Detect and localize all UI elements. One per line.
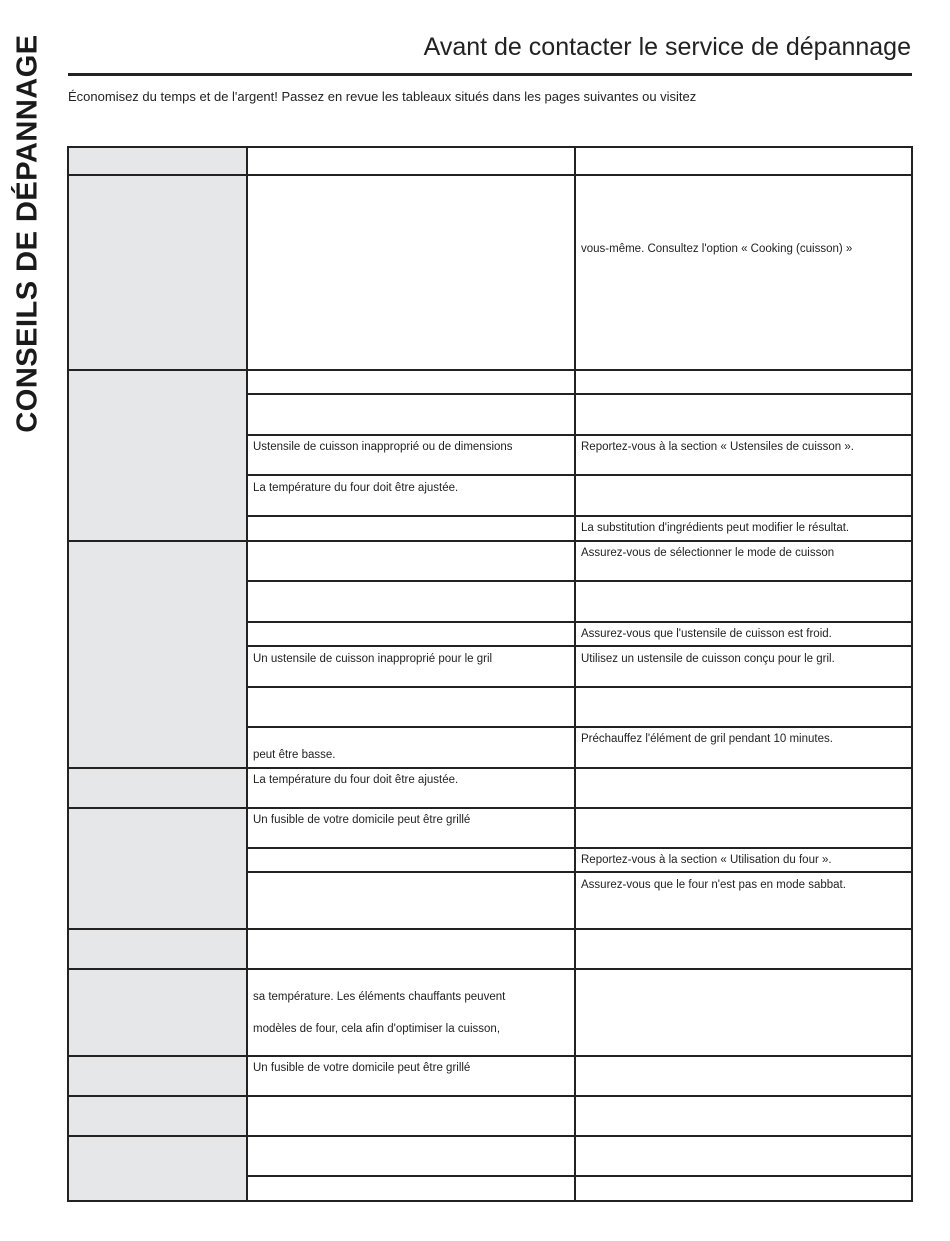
row-divider [69,174,911,176]
subrow-divider [246,686,911,688]
cause-text: La température du four doit être ajustée. [253,774,459,786]
problem-cell [69,1097,247,1135]
row-divider [69,767,911,769]
row-divider [69,1055,911,1057]
cause-text: peut être basse. [253,749,336,761]
row-divider [69,928,911,930]
solution-text: Reportez-vous à la section « Utilisation du four ». [581,854,832,866]
solution-text: Utilisez un ustensile de cuisson conçu pour le gril. [581,653,835,665]
title-rule [68,73,912,76]
intro-text: Économisez du temps et de l'argent! Passez en revue les tableaux situés dans les pages suivantes ou visitez [68,89,697,104]
problem-cell [69,930,247,968]
subrow-divider [246,515,911,517]
cause-text: Un ustensile de cuisson inapproprié pour le gril [253,653,493,665]
cause-text: La température du four doit être ajustée. [253,482,459,494]
solution-text: Assurez-vous de sélectionner le mode de cuisson [581,547,835,559]
solution-text: vous-même. Consultez l'option « Cooking (cuisson) » [581,243,853,255]
row-divider [69,369,911,371]
subrow-divider [246,847,911,849]
problem-cell [69,542,247,767]
cause-text: sa température. Les éléments chauffants peuvent [253,991,506,1003]
subrow-divider [246,726,911,728]
solution-text: Reportez-vous à la section « Ustensiles de cuisson ». [581,441,854,453]
subrow-divider [246,580,911,582]
problem-cell [69,809,247,928]
solution-text: Préchauffez l'élément de gril pendant 10 minutes. [581,733,833,745]
cause-text: modèles de four, cela afin d'optimiser la cuisson, [253,1023,501,1035]
side-title: CONSEILS DE DÉPANNAGE [11,33,44,433]
troubleshooting-table [67,146,913,1202]
cause-text: Ustensile de cuisson inapproprié ou de dimensions [253,441,513,453]
subrow-divider [246,621,911,623]
cause-text: Un fusible de votre domicile peut être grillé [253,814,471,826]
column-divider [246,148,248,1200]
column-divider [574,148,576,1200]
subrow-divider [246,434,911,436]
header-cell [69,148,247,174]
solution-text: Assurez-vous que le four n'est pas en mode sabbat. [581,879,846,891]
subrow-divider [246,474,911,476]
problem-cell [69,176,247,369]
cause-text: Un fusible de votre domicile peut être grillé [253,1062,471,1074]
solution-text: Assurez-vous que l'ustensile de cuisson est froid. [581,628,832,640]
problem-cell [69,1057,247,1095]
row-divider [69,540,911,542]
row-divider [69,968,911,970]
subrow-divider [246,1175,911,1177]
solution-text: La substitution d'ingrédients peut modifier le résultat. [581,522,850,534]
row-divider [69,807,911,809]
subrow-divider [246,645,911,647]
problem-cell [69,1137,247,1200]
problem-cell [69,371,247,540]
row-divider [69,1135,911,1137]
problem-cell [69,769,247,807]
problem-cell [69,970,247,1055]
page-title: Avant de contacter le service de dépannage [423,33,911,61]
subrow-divider [246,871,911,873]
row-divider [69,1095,911,1097]
subrow-divider [246,393,911,395]
